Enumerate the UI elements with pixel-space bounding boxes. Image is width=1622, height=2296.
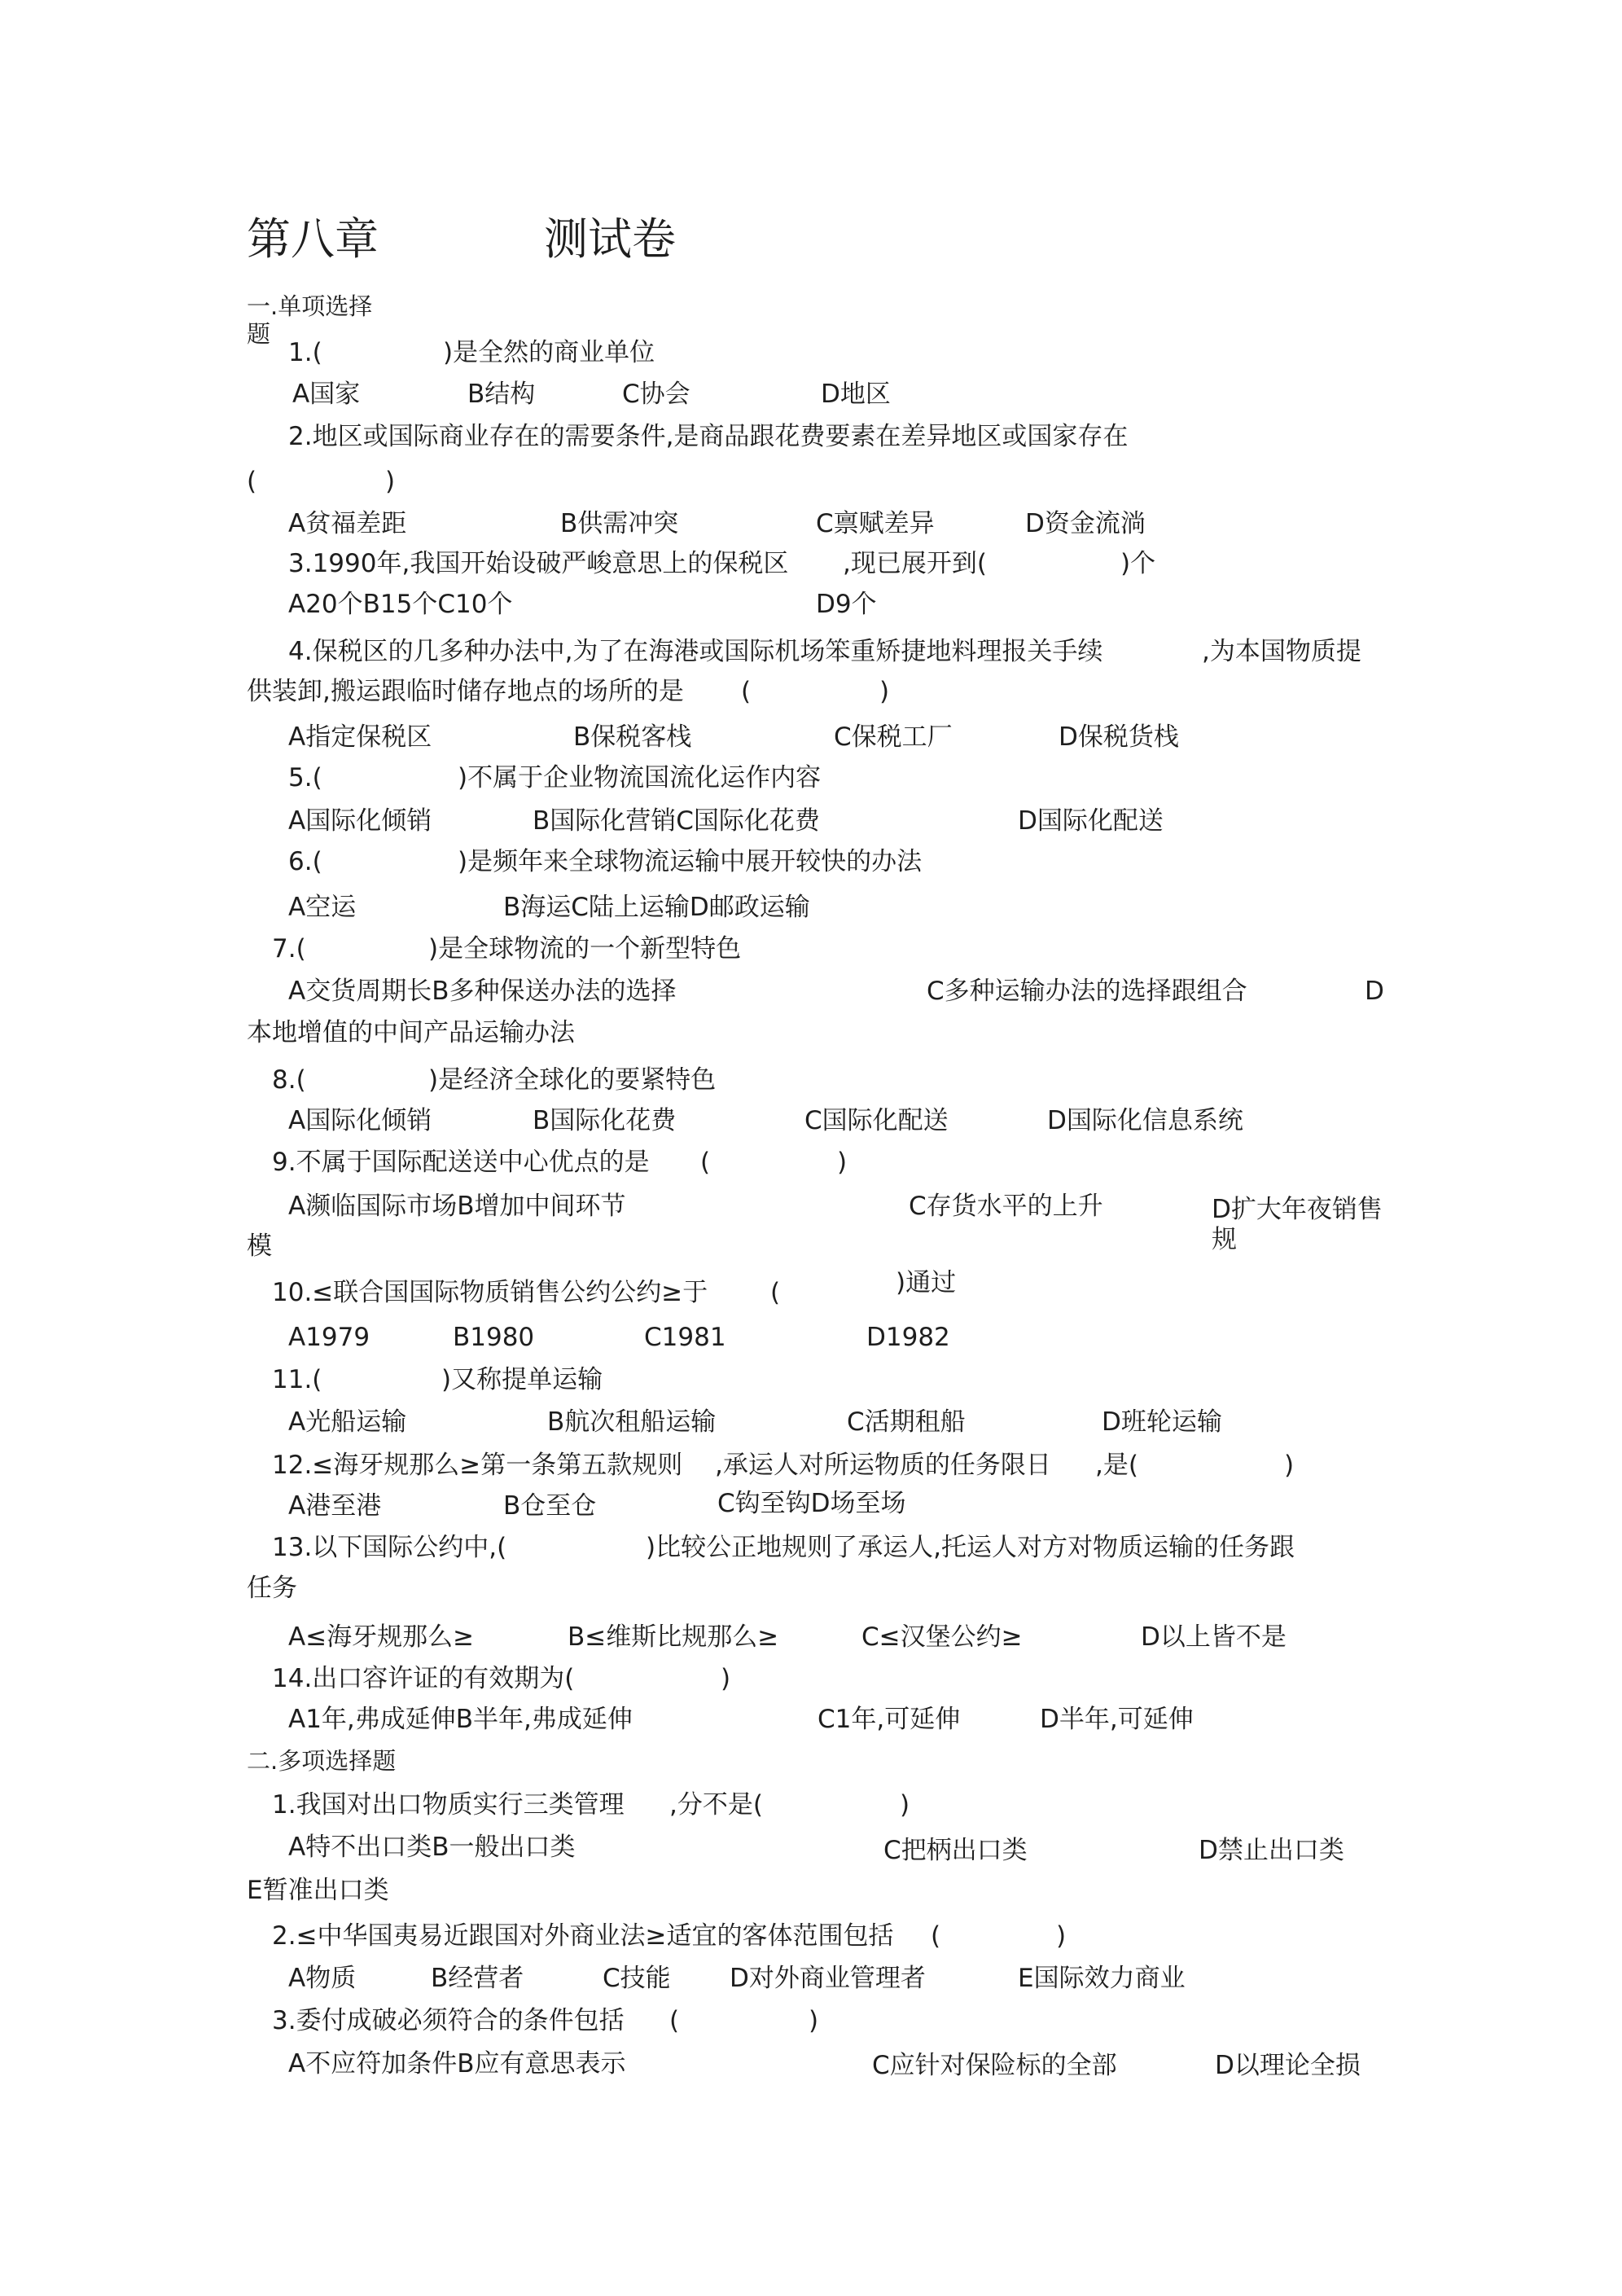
test-title: 测试卷 [544, 213, 676, 265]
answer-blank-open: ( [741, 677, 752, 706]
question-stem: ,现已展开到( [843, 549, 987, 578]
option-b: B经营者 [431, 1964, 524, 1993]
option-a: A物质 [288, 1964, 357, 1993]
option-d: D以上皆不是 [1141, 1622, 1287, 1652]
option-b: B航次租船运输 [547, 1407, 717, 1437]
option-c: C多种运输办法的选择跟组合 [927, 977, 1247, 1006]
option-e: E暂准出口类 [247, 1876, 389, 1905]
answer-blank-close: ) [721, 1664, 731, 1693]
option-a: A国家 [292, 380, 361, 409]
question-stem: 2.≤中华国夷易近跟国对外商业法≥适宜的客体范围包括 [272, 1921, 894, 1951]
answer-blank-open: ( [247, 467, 257, 496]
option-c: C应针对保险标的全部 [872, 2051, 1117, 2080]
question-stem: 14.出口容许证的有效期为( [272, 1664, 575, 1693]
question-stem: 1.我国对出口物质实行三类管理 [272, 1790, 625, 1820]
option-b: B1980 [453, 1323, 535, 1352]
answer-blank-close: ) [1284, 1451, 1295, 1480]
option-a: A贫福差距 [288, 509, 407, 538]
answer-blank-open: ( [931, 1921, 941, 1951]
option-a: A港至港 [288, 1491, 382, 1521]
question-stem: 1.( [288, 338, 322, 367]
question-stem: 3.委付成破必须符合的条件包括 [272, 2006, 625, 2035]
answer-blank-open: ( [669, 2006, 680, 2035]
question-stem: 9.不属于国际配送送中心优点的是 [272, 1148, 650, 1177]
question-stem: )个 [1120, 549, 1156, 578]
options-ab: A1年,弗成延伸B半年,弗成延伸 [288, 1705, 633, 1734]
option-c: C1年,可延伸 [818, 1705, 961, 1734]
option-c: C≤汉堡公约≥ [861, 1622, 1023, 1652]
option-d: D班轮运输 [1102, 1407, 1222, 1437]
option-a: A1979 [288, 1323, 370, 1352]
question-stem: )是频年来全球物流运输中展开较快的办法 [458, 847, 923, 876]
option-a: A指定保税区 [288, 722, 432, 752]
question-stem: 供装卸,搬运跟临时储存地点的场所的是 [247, 677, 684, 706]
answer-blank-close: ) [809, 2006, 819, 2035]
question-stem: ,分不是( [669, 1790, 763, 1820]
options-ab: A濒临国际市场B增加中间环节 [288, 1192, 626, 1221]
option-c: C禀赋差异 [816, 509, 935, 538]
option-c: C1981 [644, 1323, 726, 1352]
answer-blank-close: ) [1056, 1921, 1067, 1951]
question-stem: 4.保税区的几多种办法中,为了在海港或国际机场笨重矫捷地料理报关手续 [288, 637, 1103, 666]
question-stem: ,为本国物质提 [1202, 637, 1361, 666]
question-stem: 5.( [288, 763, 322, 792]
option-b: B≤维斯比规那么≥ [568, 1622, 779, 1652]
question-stem: )是经济全球化的要紧特色 [428, 1065, 717, 1095]
option-c: C国际化配送 [804, 1106, 949, 1135]
option-a: A光船运输 [288, 1407, 407, 1437]
question-stem: 7.( [272, 934, 306, 964]
option-c: C协会 [622, 380, 690, 409]
options-bcd: B海运C陆上运输D邮政运输 [503, 893, 810, 922]
section-heading: 一.单项选择 [247, 292, 373, 320]
option-d: D地区 [821, 380, 891, 409]
section-heading-wrap: 题 [247, 320, 271, 348]
question-stem: 13.以下国际公约中,( [272, 1533, 507, 1562]
option-d-wrap: 规 [1212, 1225, 1237, 1254]
option-d: D国际化信息系统 [1047, 1106, 1243, 1135]
answer-blank-open: ( [770, 1278, 781, 1307]
option-d-text: 本地增值的中间产品运输办法 [247, 1018, 575, 1047]
option-d: D以理论全损 [1215, 2051, 1361, 2080]
option-a: A空运 [288, 893, 357, 922]
option-a: A国际化倾销 [288, 806, 432, 836]
option-d: D保税货栈 [1059, 722, 1179, 752]
option-b: B供需冲突 [560, 509, 679, 538]
options-abc: A20个B15个C10个 [288, 590, 513, 619]
question-stem: 10.≤联合国国际物质销售公约公约≥于 [272, 1278, 708, 1307]
question-stem: 2.地区或国际商业存在的需要条件,是商品跟花费要素在差异地区或国家存在 [288, 422, 1129, 451]
option-a: A国际化倾销 [288, 1106, 432, 1135]
option-b: B仓至仓 [503, 1491, 597, 1521]
option-c: C保税工厂 [834, 722, 953, 752]
question-stem: 3.1990年,我国开始设破严峻意思上的保税区 [288, 549, 789, 578]
option-d: D9个 [816, 590, 877, 619]
question-stem: ,是( [1095, 1451, 1138, 1480]
answer-blank-open: ( [700, 1148, 711, 1177]
question-stem: )是全然的商业单位 [443, 338, 655, 367]
option-c: C存货水平的上升 [909, 1192, 1103, 1221]
option-b: B保税客栈 [573, 722, 692, 752]
question-stem: 任务 [247, 1574, 297, 1603]
options-ab: A特不出口类B一般出口类 [288, 1833, 576, 1862]
answer-blank-close: ) [837, 1148, 848, 1177]
answer-blank-close: ) [900, 1790, 910, 1820]
question-stem: )又称提单运输 [441, 1365, 603, 1394]
question-stem: 8.( [272, 1065, 306, 1095]
option-d: D扩大年夜销售 [1212, 1195, 1383, 1224]
question-stem: 6.( [288, 847, 322, 876]
option-d: D国际化配送 [1018, 806, 1164, 836]
option-d: D1982 [866, 1323, 950, 1352]
option-d: D禁止出口类 [1199, 1836, 1344, 1865]
question-stem: )通过 [896, 1268, 957, 1297]
option-d: D半年,可延伸 [1040, 1705, 1194, 1734]
options-ab: A交货周期长B多种保送办法的选择 [288, 977, 677, 1006]
option-d: D对外商业管理者 [730, 1964, 926, 1993]
options-cd: C钩至钩D场至场 [717, 1489, 906, 1518]
options-ab: A不应符加条件B应有意思表示 [288, 2049, 626, 2079]
question-stem: 11.( [272, 1365, 322, 1394]
option-c: C技能 [603, 1964, 671, 1993]
option-e: E国际效力商业 [1018, 1964, 1186, 1993]
question-stem: )不属于企业物流国流化运作内容 [458, 763, 822, 792]
section-heading: 二.多项选择题 [247, 1747, 397, 1775]
option-c: C把柄出口类 [883, 1836, 1028, 1865]
question-stem: )是全球物流的一个新型特色 [428, 934, 742, 964]
chapter-title: 第八章 [247, 213, 379, 265]
question-stem: 12.≤海牙规那么≥第一条第五款规则 [272, 1451, 683, 1480]
option-a: A≤海牙规那么≥ [288, 1622, 475, 1652]
option-b: B国际化花费 [533, 1106, 677, 1135]
option-c: C活期租船 [847, 1407, 966, 1437]
options-bc: B国际化营销C国际化花费 [533, 806, 820, 836]
option-b-wrap: 模 [247, 1231, 272, 1261]
answer-blank-close: ) [879, 677, 890, 706]
answer-blank-close: ) [385, 467, 396, 496]
option-d-letter: D [1365, 977, 1384, 1006]
question-stem: ,承运人对所运物质的任务限日 [715, 1451, 1051, 1480]
option-d: D资金流淌 [1025, 509, 1146, 538]
option-b: B结构 [467, 380, 536, 409]
question-stem: )比较公正地规则了承运人,托运人对方对物质运输的任务跟 [646, 1533, 1295, 1562]
